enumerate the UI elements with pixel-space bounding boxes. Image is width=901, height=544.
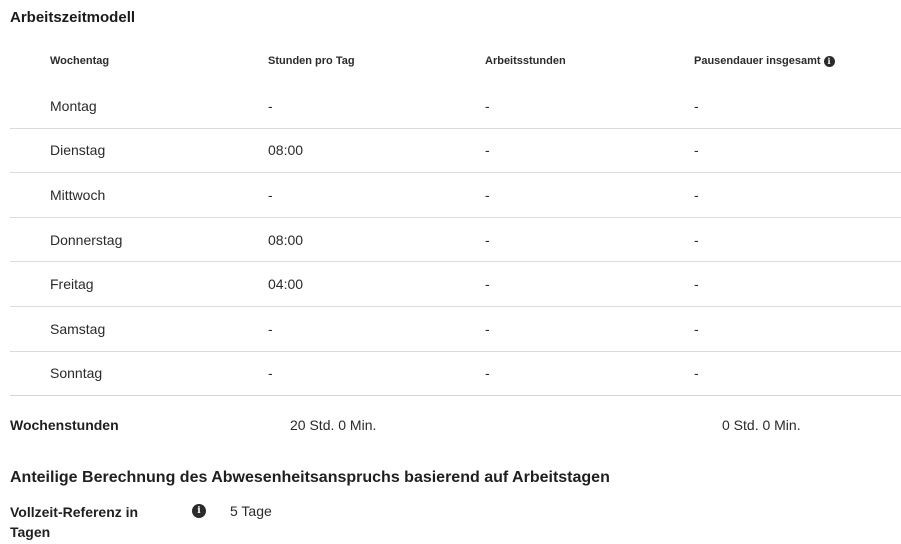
working-hours-cell: - xyxy=(485,231,490,248)
table-row xyxy=(10,307,901,352)
header-hours-per-day: Stunden pro Tag xyxy=(268,55,355,67)
break-total-cell: - xyxy=(694,231,699,248)
hours-per-day-cell: - xyxy=(268,97,273,114)
header-break-total: Pausendauer insgesamt i xyxy=(694,55,835,67)
weekday-cell: Dienstag xyxy=(50,142,106,159)
working-hours-cell: - xyxy=(485,97,490,114)
hours-per-day-cell: 08:00 xyxy=(268,142,304,159)
info-icon[interactable]: i xyxy=(192,504,206,518)
working-hours-cell: - xyxy=(485,142,490,159)
hours-per-day-cell: 04:00 xyxy=(268,276,304,293)
table-row xyxy=(10,218,901,263)
break-total-cell: - xyxy=(694,320,699,337)
weekday-cell: Mittwoch xyxy=(50,186,106,203)
working-hours-cell: - xyxy=(485,365,490,382)
working-hours-cell: - xyxy=(485,276,490,293)
break-total-cell: - xyxy=(694,142,699,159)
break-total-cell: - xyxy=(694,365,699,382)
table-row xyxy=(10,84,901,129)
weekly-hours-label: Wochenstunden xyxy=(10,417,119,433)
table-body xyxy=(10,84,901,396)
weekday-cell: Freitag xyxy=(50,276,94,293)
header-weekday: Wochentag xyxy=(50,55,110,67)
break-total-cell: - xyxy=(694,97,699,114)
break-total-cell: - xyxy=(694,276,699,293)
table-row xyxy=(10,352,901,397)
table-row xyxy=(10,129,901,174)
hours-per-day-cell: 08:00 xyxy=(268,231,304,248)
hours-per-day-cell: - xyxy=(268,186,273,203)
weekly-hours-summary xyxy=(10,414,901,436)
info-icon[interactable]: i xyxy=(824,56,835,67)
weekday-cell: Montag xyxy=(50,97,97,114)
fulltime-reference-label: Vollzeit-Referenz in Tagen xyxy=(10,504,139,540)
working-hours-cell: - xyxy=(485,320,490,337)
weekly-hours-total: 20 Std. 0 Min. xyxy=(290,417,377,433)
fulltime-reference-value: 5 Tage xyxy=(230,503,272,519)
weekday-cell: Samstag xyxy=(50,320,106,337)
working-time-table xyxy=(10,40,901,396)
table-header xyxy=(10,40,901,84)
weekday-cell: Donnerstag xyxy=(50,231,123,248)
hours-per-day-cell: - xyxy=(268,365,273,382)
working-hours-cell: - xyxy=(485,186,490,203)
weekday-cell: Sonntag xyxy=(50,365,103,382)
weekly-break-total: 0 Std. 0 Min. xyxy=(722,417,801,433)
proration-title: Anteilige Berechnung des Abwesenheitsanspruchs basierend auf Arbeitstagen xyxy=(10,469,610,486)
section-title: Arbeitszeitmodell xyxy=(10,9,136,26)
break-total-cell: - xyxy=(694,186,699,203)
hours-per-day-cell: - xyxy=(268,320,273,337)
table-row xyxy=(10,262,901,307)
header-working-hours: Arbeitsstunden xyxy=(485,55,566,67)
table-row xyxy=(10,173,901,218)
